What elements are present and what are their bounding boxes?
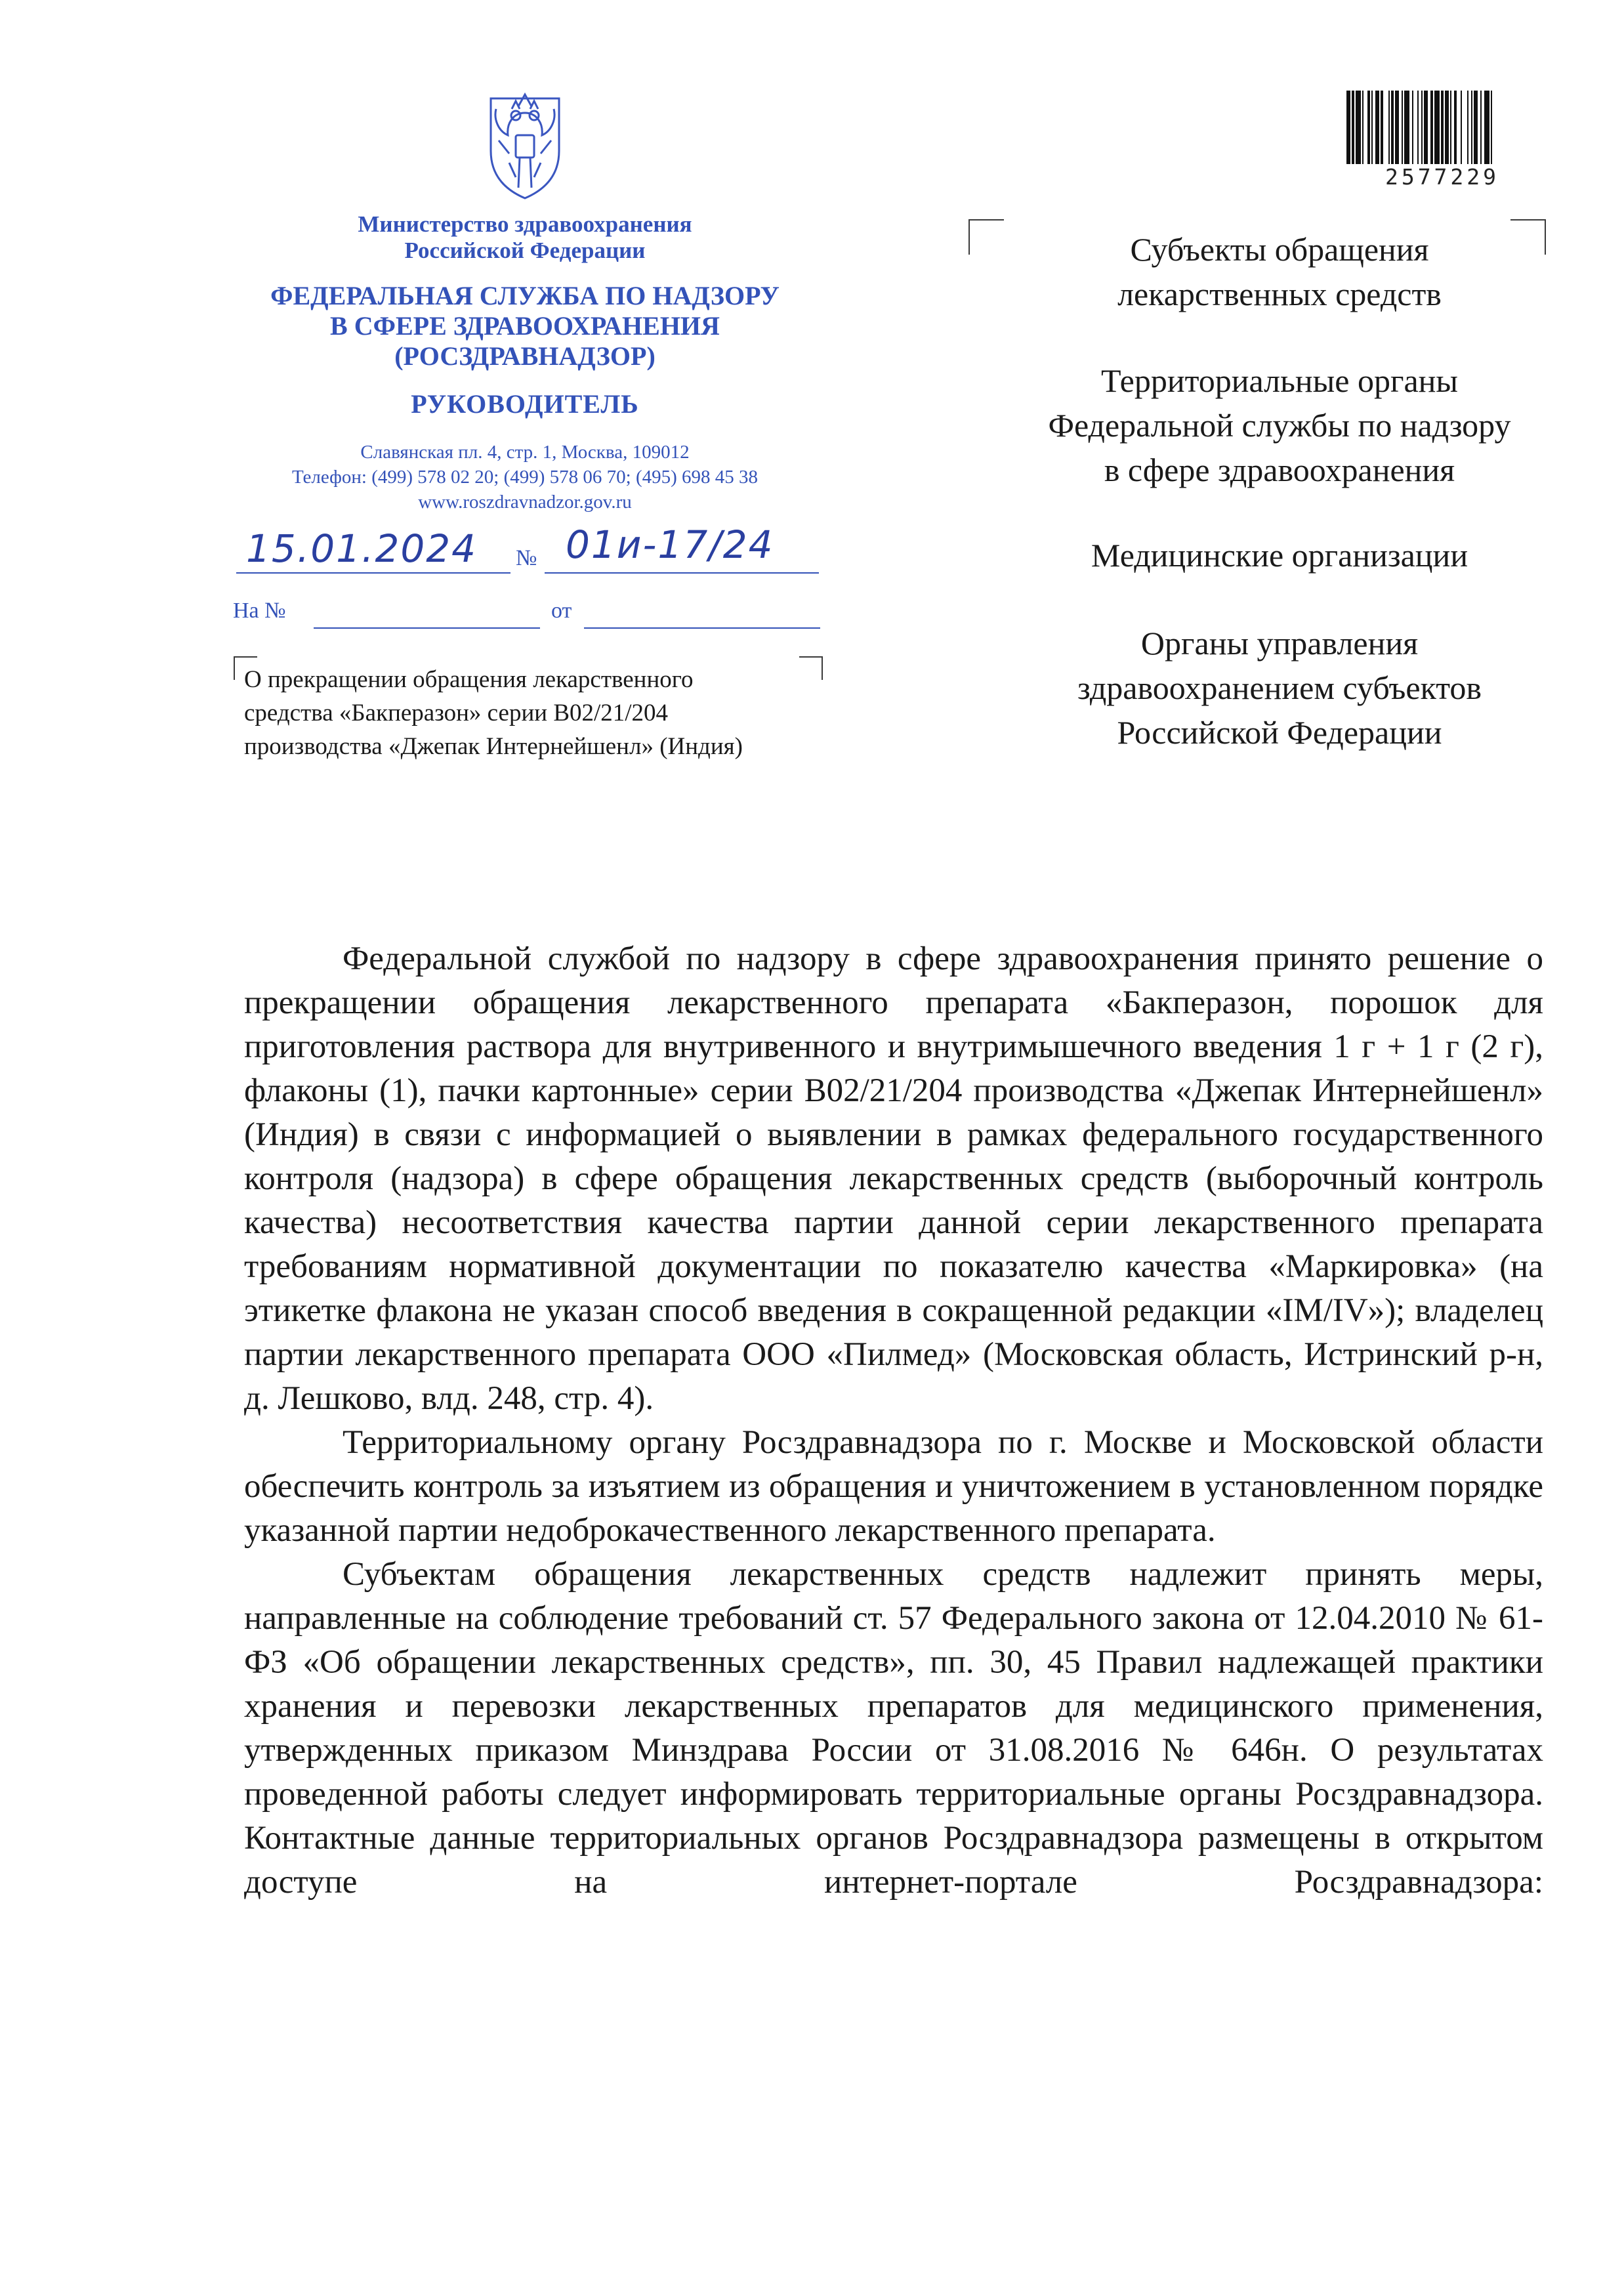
ministry-line-1: Министерство здравоохранения — [358, 211, 692, 237]
barcode-bar — [1402, 91, 1403, 164]
addressee-1-line-2: лекарственных средств — [1117, 276, 1442, 312]
barcode-bar — [1484, 91, 1489, 164]
barcode-bar — [1474, 91, 1478, 164]
barcode — [1344, 91, 1541, 164]
reply-from-label: от — [551, 599, 572, 623]
barcode-bar — [1404, 91, 1409, 164]
ministry-name — [217, 211, 833, 264]
letter-body — [244, 937, 1543, 1904]
outgoing-number: 01и-17/24 — [566, 522, 774, 567]
addressee-2-line-2: Федеральной службы по надзору — [1048, 407, 1511, 444]
barcode-bar — [1367, 91, 1370, 164]
addressee-3-line-1: Медицинские организации — [1091, 537, 1468, 574]
barcode-bar — [1445, 91, 1449, 164]
barcode-bar — [1480, 91, 1482, 164]
service-line-1: ФЕДЕРАЛЬНАЯ СЛУЖБА ПО НАДЗОРУ — [270, 281, 780, 310]
service-name — [217, 281, 833, 371]
number-label: № — [516, 546, 537, 570]
body-paragraph-2: Территориальному органу Росздравнадзора по г. Москве и Московской области обеспечить контроль за изъятием из обращения и уничтожением в установленном порядке указанной партии недоброкачественного лекарственного препарата. — [244, 1424, 1543, 1549]
subject-line-2: средства «Бакперазон» серии B02/21/204 — [244, 700, 669, 726]
addressee-2-line-3: в сфере здравоохранения — [1104, 452, 1455, 488]
addressee-2-line-1: Территориальные органы — [1100, 362, 1459, 399]
barcode-bar — [1430, 91, 1433, 164]
barcode-bar — [1346, 91, 1350, 164]
phone: Телефон: (499) 578 02 20; (499) 578 06 70; (495) 698 45 38 — [291, 467, 759, 488]
addressee-4 — [958, 621, 1601, 755]
barcode-bar — [1356, 91, 1361, 164]
ministry-line-2: Российской Федерации — [404, 238, 646, 263]
body-paragraph-1: Федеральной службой по надзору в сфере здравоохранения принято решение о прекращении обращения лекарственного препарата «Бакперазон, порошок для приготовления раствора для внутривенного и внутримышечного введения 1 г + 1 г (2 г), флаконы (1), пачки картонные» серии B02/21/204 производства «Джепак Интернейшенл» (Индия) в связи с информацией о выявлении в рамках федерального государственного контроля (надзора) в сфере обращения лекарственных средств (выборочный контроль качества) несоответствия качества партии данной серии лекарственного препарата требованиям нормативной документации по показателю качества «Маркировка» (на этикетке флакона не указан способ введения в сокращенной редакции «IM/IV»); владелец партии лекарственного препарата ООО «Пилмед» (Московская область, Истринский р-н, д. Лешково, влд. 248, стр. 4). — [244, 940, 1543, 1417]
barcode-bar — [1352, 91, 1354, 164]
addressee-2 — [958, 358, 1601, 492]
barcode-bar — [1381, 91, 1383, 164]
barcode-bar — [1450, 91, 1451, 164]
reply-from-underline — [584, 627, 820, 629]
addressee-4-line-2: здравоохранением субъектов — [1077, 669, 1482, 706]
barcode-bar — [1467, 91, 1468, 164]
address: Славянская пл. 4, стр. 1, Москва, 109012 — [360, 442, 690, 463]
reply-number-label: На № — [233, 599, 286, 623]
barcode-bar — [1434, 91, 1440, 164]
date-underline — [236, 572, 510, 574]
barcode-bar — [1412, 91, 1413, 164]
barcode-bar — [1388, 91, 1390, 164]
barcode-bar — [1491, 91, 1492, 164]
head-title: РУКОВОДИТЕЛЬ — [411, 389, 639, 419]
barcode-bar — [1417, 91, 1419, 164]
barcode-number: 2577229 — [1385, 164, 1500, 190]
barcode-bar — [1441, 91, 1444, 164]
subject-line-1: О прекращении обращения лекарственного — [244, 666, 694, 693]
barcode-bar — [1461, 91, 1462, 164]
addressee-4-line-1: Органы управления — [1140, 625, 1419, 662]
addressee-1 — [958, 227, 1601, 316]
number-underline — [545, 572, 819, 574]
body-paragraph-3: Субъектам обращения лекарственных средств надлежит принять меры, направленные на соблюдение требований ст. 57 Федерального закона от 12.04.2010 № 61-ФЗ «Об обращении лекарственных средств», пп. 30, 45 Правил надлежащей практики хранения и перевозки лекарственных препаратов для медицинского применения, утвержденных приказом Минздрава России от 31.08.2016 № 646н. О результатах проведенной работы следует информировать территориальные органы Росздравнадзора. Контактные данные территориальных органов Росздравнадзора размещены в открытом доступе на интернет-портале Росздравнадзора: — [244, 1556, 1543, 1901]
service-line-2: В СФЕРЕ ЗДРАВООХРАНЕНИЯ — [330, 311, 720, 341]
coat-of-arms-icon — [472, 72, 577, 203]
barcode-bar — [1362, 91, 1364, 164]
barcode-bar — [1395, 91, 1399, 164]
website: www.roszdravnadzor.gov.ru — [418, 492, 632, 513]
barcode-bar — [1424, 91, 1428, 164]
addressee-4-line-3: Российской Федерации — [1117, 714, 1442, 751]
subject-line-3: производства «Джепак Интернейшенл» (Индия) — [244, 733, 743, 760]
addressee-1-line-1: Субъекты обращения — [1130, 231, 1429, 268]
barcode-bar — [1371, 91, 1373, 164]
contacts — [217, 440, 833, 515]
barcode-bar — [1471, 91, 1472, 164]
reply-number-underline — [314, 627, 540, 629]
barcode-bar — [1421, 91, 1423, 164]
outgoing-date: 15.01.2024 — [246, 526, 478, 571]
barcode-bar — [1375, 91, 1379, 164]
letter-subject — [244, 663, 887, 763]
addressee-3 — [958, 533, 1601, 578]
barcode-bar — [1454, 91, 1457, 164]
service-line-3: (РОСЗДРАВНАДЗОР) — [394, 341, 656, 371]
barcode-bar — [1391, 91, 1394, 164]
